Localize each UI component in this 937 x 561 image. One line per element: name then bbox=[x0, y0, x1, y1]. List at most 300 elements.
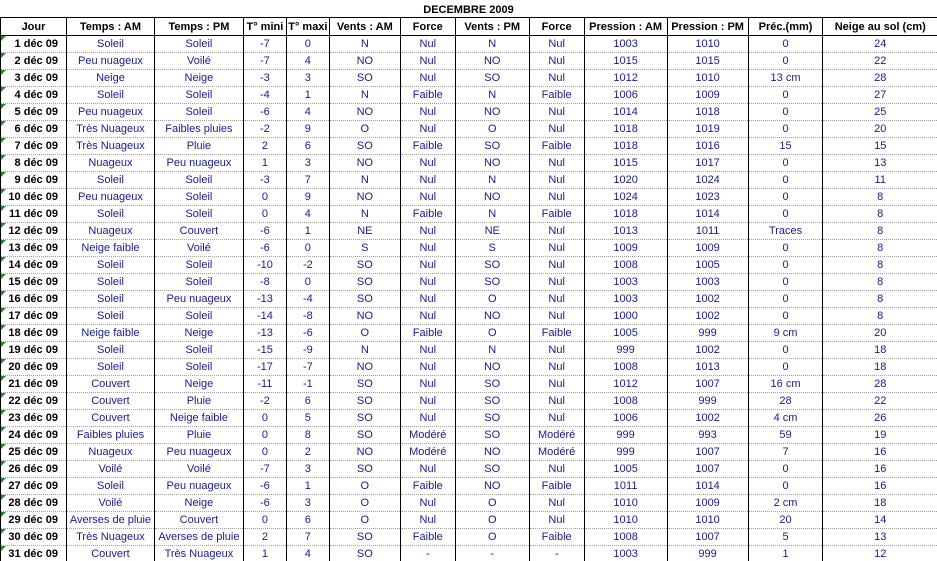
cell-t-maxi[interactable]: 3 bbox=[286, 495, 329, 512]
cell-t-maxi[interactable]: 0 bbox=[286, 240, 329, 257]
cell-t-maxi[interactable]: 2 bbox=[286, 444, 329, 461]
cell-pression-pm[interactable]: 1005 bbox=[667, 257, 748, 274]
cell-pression-pm[interactable]: 999 bbox=[667, 393, 748, 410]
cell-t-mini[interactable]: -17 bbox=[243, 359, 286, 376]
col-header-vents-am[interactable]: Vents : AM bbox=[329, 18, 400, 36]
cell-t-maxi[interactable]: 4 bbox=[286, 206, 329, 223]
cell-force-pm[interactable]: Faible bbox=[529, 529, 584, 546]
cell-force-pm[interactable]: Nul bbox=[529, 376, 584, 393]
cell-force-pm[interactable]: Nul bbox=[529, 342, 584, 359]
cell-pression-am[interactable]: 1008 bbox=[584, 257, 667, 274]
cell-precipitations[interactable]: 0 bbox=[748, 104, 823, 121]
cell-temps-am[interactable]: Couvert bbox=[66, 410, 154, 427]
cell-t-maxi[interactable]: -2 bbox=[286, 257, 329, 274]
cell-vents-am[interactable]: NO bbox=[329, 444, 400, 461]
cell-t-mini[interactable]: 2 bbox=[243, 529, 286, 546]
cell-t-maxi[interactable]: -1 bbox=[286, 376, 329, 393]
cell-neige-au-sol[interactable]: 28 bbox=[823, 70, 937, 87]
cell-temps-pm[interactable]: Faibles pluies bbox=[154, 121, 243, 138]
cell-force-am[interactable]: Faible bbox=[400, 325, 455, 342]
cell-precipitations[interactable]: 0 bbox=[748, 461, 823, 478]
cell-temps-pm[interactable]: Peu nuageux bbox=[154, 291, 243, 308]
cell-t-maxi[interactable]: 6 bbox=[286, 393, 329, 410]
cell-vents-pm[interactable]: SO bbox=[455, 257, 529, 274]
cell-temps-pm[interactable]: Soleil bbox=[154, 359, 243, 376]
cell-pression-am[interactable]: 1008 bbox=[584, 529, 667, 546]
cell-force-pm[interactable]: Nul bbox=[529, 410, 584, 427]
cell-vents-am[interactable]: SO bbox=[329, 546, 400, 561]
cell-force-am[interactable]: Faible bbox=[400, 206, 455, 223]
cell-t-mini[interactable]: 2 bbox=[243, 138, 286, 155]
cell-t-mini[interactable]: -6 bbox=[243, 104, 286, 121]
cell-neige-au-sol[interactable]: 8 bbox=[823, 240, 937, 257]
cell-t-mini[interactable]: -6 bbox=[243, 223, 286, 240]
cell-vents-am[interactable]: NE bbox=[329, 223, 400, 240]
col-header-neige-au-sol[interactable]: Neige au sol (cm) bbox=[823, 18, 937, 36]
cell-precipitations[interactable]: 0 bbox=[748, 478, 823, 495]
cell-temps-pm[interactable]: Soleil bbox=[154, 257, 243, 274]
cell-vents-am[interactable]: O bbox=[329, 478, 400, 495]
cell-force-am[interactable]: - bbox=[400, 546, 455, 561]
cell-pression-pm[interactable]: 1002 bbox=[667, 410, 748, 427]
cell-jour[interactable]: 15 déc 09 bbox=[1, 274, 67, 291]
cell-vents-am[interactable]: SO bbox=[329, 291, 400, 308]
cell-force-am[interactable]: Nul bbox=[400, 121, 455, 138]
cell-t-maxi[interactable]: 1 bbox=[286, 478, 329, 495]
cell-vents-pm[interactable]: SO bbox=[455, 376, 529, 393]
cell-vents-am[interactable]: N bbox=[329, 87, 400, 104]
cell-t-maxi[interactable]: -8 bbox=[286, 308, 329, 325]
cell-force-pm[interactable]: Nul bbox=[529, 53, 584, 70]
cell-force-pm[interactable]: Faible bbox=[529, 138, 584, 155]
cell-jour[interactable]: 20 déc 09 bbox=[1, 359, 67, 376]
cell-force-pm[interactable]: Nul bbox=[529, 512, 584, 529]
cell-jour[interactable]: 14 déc 09 bbox=[1, 257, 67, 274]
cell-precipitations[interactable]: 0 bbox=[748, 36, 823, 53]
cell-temps-pm[interactable]: Voilé bbox=[154, 53, 243, 70]
cell-pression-pm[interactable]: 1024 bbox=[667, 172, 748, 189]
cell-vents-am[interactable]: SO bbox=[329, 529, 400, 546]
cell-force-am[interactable]: Nul bbox=[400, 274, 455, 291]
cell-vents-pm[interactable]: O bbox=[455, 291, 529, 308]
cell-vents-am[interactable]: SO bbox=[329, 427, 400, 444]
cell-pression-am[interactable]: 1003 bbox=[584, 274, 667, 291]
cell-neige-au-sol[interactable]: 18 bbox=[823, 495, 937, 512]
cell-force-pm[interactable]: Faible bbox=[529, 478, 584, 495]
cell-temps-am[interactable]: Soleil bbox=[66, 274, 154, 291]
cell-t-mini[interactable]: -7 bbox=[243, 36, 286, 53]
cell-temps-am[interactable]: Peu nuageux bbox=[66, 189, 154, 206]
cell-temps-am[interactable]: Voilé bbox=[66, 461, 154, 478]
cell-vents-pm[interactable]: S bbox=[455, 240, 529, 257]
cell-vents-am[interactable]: NO bbox=[329, 155, 400, 172]
cell-force-pm[interactable]: Nul bbox=[529, 495, 584, 512]
col-header-t-mini[interactable]: T° mini bbox=[243, 18, 286, 36]
cell-temps-pm[interactable]: Neige bbox=[154, 70, 243, 87]
cell-t-maxi[interactable]: 7 bbox=[286, 172, 329, 189]
cell-jour[interactable]: 23 déc 09 bbox=[1, 410, 67, 427]
cell-precipitations[interactable]: Traces bbox=[748, 223, 823, 240]
cell-vents-pm[interactable]: SO bbox=[455, 427, 529, 444]
cell-vents-pm[interactable]: N bbox=[455, 342, 529, 359]
cell-t-mini[interactable]: -7 bbox=[243, 53, 286, 70]
cell-t-mini[interactable]: 0 bbox=[243, 206, 286, 223]
col-header-jour[interactable]: Jour bbox=[1, 18, 67, 36]
cell-pression-am[interactable]: 1010 bbox=[584, 495, 667, 512]
cell-precipitations[interactable]: 20 bbox=[748, 512, 823, 529]
cell-pression-am[interactable]: 1011 bbox=[584, 478, 667, 495]
cell-jour[interactable]: 5 déc 09 bbox=[1, 104, 67, 121]
cell-t-maxi[interactable]: 4 bbox=[286, 104, 329, 121]
cell-pression-am[interactable]: 999 bbox=[584, 427, 667, 444]
cell-jour[interactable]: 8 déc 09 bbox=[1, 155, 67, 172]
cell-vents-pm[interactable]: O bbox=[455, 495, 529, 512]
cell-precipitations[interactable]: 0 bbox=[748, 308, 823, 325]
cell-pression-am[interactable]: 1003 bbox=[584, 36, 667, 53]
cell-pression-pm[interactable]: 1002 bbox=[667, 308, 748, 325]
cell-force-am[interactable]: Nul bbox=[400, 308, 455, 325]
cell-pression-am[interactable]: 999 bbox=[584, 444, 667, 461]
cell-pression-am[interactable]: 999 bbox=[584, 342, 667, 359]
cell-t-mini[interactable]: 0 bbox=[243, 512, 286, 529]
cell-pression-pm[interactable]: 993 bbox=[667, 427, 748, 444]
col-header-vents-pm[interactable]: Vents : PM bbox=[455, 18, 529, 36]
cell-vents-am[interactable]: O bbox=[329, 121, 400, 138]
cell-temps-pm[interactable]: Couvert bbox=[154, 223, 243, 240]
col-header-pression-am[interactable]: Pression : AM bbox=[584, 18, 667, 36]
cell-vents-am[interactable]: SO bbox=[329, 70, 400, 87]
cell-force-pm[interactable]: Nul bbox=[529, 308, 584, 325]
cell-temps-pm[interactable]: Averses de pluie bbox=[154, 529, 243, 546]
cell-precipitations[interactable]: 16 cm bbox=[748, 376, 823, 393]
cell-t-maxi[interactable]: -7 bbox=[286, 359, 329, 376]
cell-pression-pm[interactable]: 1023 bbox=[667, 189, 748, 206]
cell-t-maxi[interactable]: -4 bbox=[286, 291, 329, 308]
cell-precipitations[interactable]: 59 bbox=[748, 427, 823, 444]
cell-vents-pm[interactable]: NO bbox=[455, 189, 529, 206]
cell-temps-am[interactable]: Neige faible bbox=[66, 240, 154, 257]
cell-pression-am[interactable]: 1018 bbox=[584, 138, 667, 155]
cell-temps-pm[interactable]: Peu nuageux bbox=[154, 444, 243, 461]
cell-precipitations[interactable]: 5 bbox=[748, 529, 823, 546]
cell-t-maxi[interactable]: 1 bbox=[286, 223, 329, 240]
col-header-temps-am[interactable]: Temps : AM bbox=[66, 18, 154, 36]
cell-temps-pm[interactable]: Couvert bbox=[154, 512, 243, 529]
cell-force-am[interactable]: Nul bbox=[400, 376, 455, 393]
cell-temps-am[interactable]: Soleil bbox=[66, 172, 154, 189]
cell-t-maxi[interactable]: 0 bbox=[286, 274, 329, 291]
cell-pression-am[interactable]: 1012 bbox=[584, 70, 667, 87]
cell-pression-am[interactable]: 1013 bbox=[584, 223, 667, 240]
cell-jour[interactable]: 18 déc 09 bbox=[1, 325, 67, 342]
cell-temps-am[interactable]: Soleil bbox=[66, 206, 154, 223]
cell-t-maxi[interactable]: -6 bbox=[286, 325, 329, 342]
cell-pression-pm[interactable]: 1014 bbox=[667, 206, 748, 223]
cell-temps-am[interactable]: Couvert bbox=[66, 393, 154, 410]
cell-t-mini[interactable]: -3 bbox=[243, 70, 286, 87]
cell-temps-pm[interactable]: Neige bbox=[154, 495, 243, 512]
cell-vents-pm[interactable]: N bbox=[455, 206, 529, 223]
cell-force-pm[interactable]: Nul bbox=[529, 155, 584, 172]
cell-temps-am[interactable]: Soleil bbox=[66, 308, 154, 325]
cell-vents-pm[interactable]: O bbox=[455, 325, 529, 342]
cell-neige-au-sol[interactable]: 13 bbox=[823, 155, 937, 172]
cell-neige-au-sol[interactable]: 19 bbox=[823, 427, 937, 444]
cell-t-mini[interactable]: -3 bbox=[243, 172, 286, 189]
cell-pression-am[interactable]: 1018 bbox=[584, 206, 667, 223]
cell-jour[interactable]: 24 déc 09 bbox=[1, 427, 67, 444]
cell-temps-pm[interactable]: Soleil bbox=[154, 308, 243, 325]
cell-pression-pm[interactable]: 1010 bbox=[667, 70, 748, 87]
cell-vents-pm[interactable]: NO bbox=[455, 155, 529, 172]
cell-temps-pm[interactable]: Soleil bbox=[154, 172, 243, 189]
cell-force-am[interactable]: Nul bbox=[400, 393, 455, 410]
cell-force-pm[interactable]: Nul bbox=[529, 189, 584, 206]
cell-pression-pm[interactable]: 1015 bbox=[667, 53, 748, 70]
cell-neige-au-sol[interactable]: 22 bbox=[823, 53, 937, 70]
cell-temps-am[interactable]: Neige bbox=[66, 70, 154, 87]
cell-neige-au-sol[interactable]: 16 bbox=[823, 461, 937, 478]
cell-pression-pm[interactable]: 999 bbox=[667, 325, 748, 342]
cell-t-mini[interactable]: 0 bbox=[243, 410, 286, 427]
cell-t-maxi[interactable]: 3 bbox=[286, 155, 329, 172]
cell-precipitations[interactable]: 0 bbox=[748, 257, 823, 274]
cell-vents-am[interactable]: NO bbox=[329, 104, 400, 121]
cell-force-am[interactable]: Faible bbox=[400, 87, 455, 104]
cell-vents-am[interactable]: SO bbox=[329, 257, 400, 274]
cell-jour[interactable]: 30 déc 09 bbox=[1, 529, 67, 546]
cell-t-mini[interactable]: -10 bbox=[243, 257, 286, 274]
cell-force-am[interactable]: Faible bbox=[400, 529, 455, 546]
cell-neige-au-sol[interactable]: 27 bbox=[823, 87, 937, 104]
cell-precipitations[interactable]: 1 bbox=[748, 546, 823, 561]
cell-temps-am[interactable]: Voilé bbox=[66, 495, 154, 512]
cell-temps-pm[interactable]: Soleil bbox=[154, 206, 243, 223]
cell-precipitations[interactable]: 0 bbox=[748, 155, 823, 172]
cell-neige-au-sol[interactable]: 20 bbox=[823, 325, 937, 342]
cell-neige-au-sol[interactable]: 8 bbox=[823, 274, 937, 291]
cell-precipitations[interactable]: 15 bbox=[748, 138, 823, 155]
cell-vents-pm[interactable]: NO bbox=[455, 53, 529, 70]
cell-force-pm[interactable]: Nul bbox=[529, 257, 584, 274]
cell-temps-am[interactable]: Couvert bbox=[66, 376, 154, 393]
cell-force-pm[interactable]: Nul bbox=[529, 70, 584, 87]
cell-jour[interactable]: 28 déc 09 bbox=[1, 495, 67, 512]
cell-t-mini[interactable]: -13 bbox=[243, 325, 286, 342]
cell-vents-pm[interactable]: O bbox=[455, 529, 529, 546]
cell-pression-am[interactable]: 1005 bbox=[584, 325, 667, 342]
cell-neige-au-sol[interactable]: 8 bbox=[823, 189, 937, 206]
cell-precipitations[interactable]: 0 bbox=[748, 87, 823, 104]
cell-pression-pm[interactable]: 1009 bbox=[667, 240, 748, 257]
cell-neige-au-sol[interactable]: 25 bbox=[823, 104, 937, 121]
cell-temps-am[interactable]: Soleil bbox=[66, 359, 154, 376]
cell-temps-pm[interactable]: Soleil bbox=[154, 189, 243, 206]
cell-t-mini[interactable]: -11 bbox=[243, 376, 286, 393]
cell-temps-am[interactable]: Soleil bbox=[66, 342, 154, 359]
cell-pression-am[interactable]: 1003 bbox=[584, 291, 667, 308]
cell-vents-pm[interactable]: SO bbox=[455, 393, 529, 410]
cell-force-pm[interactable]: Nul bbox=[529, 104, 584, 121]
cell-temps-pm[interactable]: Très Nuageux bbox=[154, 546, 243, 561]
cell-pression-am[interactable]: 1015 bbox=[584, 53, 667, 70]
cell-precipitations[interactable]: 0 bbox=[748, 172, 823, 189]
cell-precipitations[interactable]: 0 bbox=[748, 53, 823, 70]
cell-jour[interactable]: 25 déc 09 bbox=[1, 444, 67, 461]
cell-jour[interactable]: 9 déc 09 bbox=[1, 172, 67, 189]
cell-pression-pm[interactable]: 1018 bbox=[667, 104, 748, 121]
cell-pression-pm[interactable]: 1003 bbox=[667, 274, 748, 291]
cell-pression-pm[interactable]: 1007 bbox=[667, 461, 748, 478]
cell-temps-pm[interactable]: Soleil bbox=[154, 274, 243, 291]
cell-force-pm[interactable]: Faible bbox=[529, 325, 584, 342]
cell-precipitations[interactable]: 9 cm bbox=[748, 325, 823, 342]
cell-vents-pm[interactable]: N bbox=[455, 87, 529, 104]
cell-force-pm[interactable]: Nul bbox=[529, 393, 584, 410]
cell-vents-am[interactable]: N bbox=[329, 206, 400, 223]
cell-temps-am[interactable]: Soleil bbox=[66, 257, 154, 274]
cell-neige-au-sol[interactable]: 28 bbox=[823, 376, 937, 393]
cell-force-am[interactable]: Faible bbox=[400, 138, 455, 155]
cell-temps-am[interactable]: Couvert bbox=[66, 546, 154, 561]
cell-jour[interactable]: 17 déc 09 bbox=[1, 308, 67, 325]
cell-force-am[interactable]: Nul bbox=[400, 512, 455, 529]
cell-pression-am[interactable]: 1010 bbox=[584, 512, 667, 529]
col-header-force-pm[interactable]: Force bbox=[529, 18, 584, 36]
cell-precipitations[interactable]: 0 bbox=[748, 359, 823, 376]
cell-t-maxi[interactable]: 8 bbox=[286, 427, 329, 444]
cell-vents-pm[interactable]: NO bbox=[455, 359, 529, 376]
cell-precipitations[interactable]: 0 bbox=[748, 206, 823, 223]
cell-vents-am[interactable]: NO bbox=[329, 189, 400, 206]
cell-jour[interactable]: 11 déc 09 bbox=[1, 206, 67, 223]
cell-force-am[interactable]: Faible bbox=[400, 478, 455, 495]
cell-t-mini[interactable]: 0 bbox=[243, 444, 286, 461]
cell-force-pm[interactable]: Nul bbox=[529, 36, 584, 53]
cell-pression-am[interactable]: 1005 bbox=[584, 461, 667, 478]
cell-t-maxi[interactable]: 9 bbox=[286, 189, 329, 206]
cell-neige-au-sol[interactable]: 15 bbox=[823, 138, 937, 155]
cell-pression-pm[interactable]: 1009 bbox=[667, 87, 748, 104]
cell-pression-pm[interactable]: 1010 bbox=[667, 512, 748, 529]
cell-temps-pm[interactable]: Pluie bbox=[154, 427, 243, 444]
cell-vents-am[interactable]: NO bbox=[329, 53, 400, 70]
cell-pression-am[interactable]: 1024 bbox=[584, 189, 667, 206]
cell-force-am[interactable]: Nul bbox=[400, 240, 455, 257]
cell-t-mini[interactable]: -15 bbox=[243, 342, 286, 359]
cell-pression-pm[interactable]: 1007 bbox=[667, 376, 748, 393]
cell-vents-am[interactable]: N bbox=[329, 36, 400, 53]
cell-t-maxi[interactable]: 7 bbox=[286, 529, 329, 546]
cell-t-mini[interactable]: -2 bbox=[243, 121, 286, 138]
cell-neige-au-sol[interactable]: 11 bbox=[823, 172, 937, 189]
cell-t-maxi[interactable]: 5 bbox=[286, 410, 329, 427]
cell-t-maxi[interactable]: -9 bbox=[286, 342, 329, 359]
cell-force-pm[interactable]: Nul bbox=[529, 274, 584, 291]
cell-temps-am[interactable]: Peu nuageux bbox=[66, 104, 154, 121]
cell-vents-pm[interactable]: NO bbox=[455, 444, 529, 461]
cell-force-pm[interactable]: Nul bbox=[529, 121, 584, 138]
cell-force-pm[interactable]: Nul bbox=[529, 359, 584, 376]
cell-precipitations[interactable]: 0 bbox=[748, 240, 823, 257]
cell-temps-am[interactable]: Soleil bbox=[66, 36, 154, 53]
cell-jour[interactable]: 12 déc 09 bbox=[1, 223, 67, 240]
cell-vents-pm[interactable]: NO bbox=[455, 478, 529, 495]
cell-vents-am[interactable]: SO bbox=[329, 410, 400, 427]
cell-neige-au-sol[interactable]: 18 bbox=[823, 359, 937, 376]
cell-pression-pm[interactable]: 1019 bbox=[667, 121, 748, 138]
cell-pression-pm[interactable]: 1002 bbox=[667, 342, 748, 359]
cell-pression-pm[interactable]: 1010 bbox=[667, 36, 748, 53]
cell-temps-pm[interactable]: Voilé bbox=[154, 461, 243, 478]
cell-pression-pm[interactable]: 1014 bbox=[667, 478, 748, 495]
cell-pression-am[interactable]: 1006 bbox=[584, 410, 667, 427]
cell-jour[interactable]: 3 déc 09 bbox=[1, 70, 67, 87]
cell-t-maxi[interactable]: 3 bbox=[286, 461, 329, 478]
cell-vents-am[interactable]: NO bbox=[329, 359, 400, 376]
cell-precipitations[interactable]: 0 bbox=[748, 274, 823, 291]
cell-t-mini[interactable]: -6 bbox=[243, 240, 286, 257]
cell-temps-am[interactable]: Soleil bbox=[66, 291, 154, 308]
cell-precipitations[interactable]: 2 cm bbox=[748, 495, 823, 512]
cell-pression-am[interactable]: 1018 bbox=[584, 121, 667, 138]
cell-force-am[interactable]: Nul bbox=[400, 410, 455, 427]
cell-vents-pm[interactable]: N bbox=[455, 36, 529, 53]
cell-neige-au-sol[interactable]: 22 bbox=[823, 393, 937, 410]
cell-neige-au-sol[interactable]: 20 bbox=[823, 121, 937, 138]
col-header-precipitations[interactable]: Préc.(mm) bbox=[748, 18, 823, 36]
cell-force-pm[interactable]: Modéré bbox=[529, 427, 584, 444]
cell-vents-am[interactable]: N bbox=[329, 342, 400, 359]
cell-neige-au-sol[interactable]: 8 bbox=[823, 223, 937, 240]
cell-vents-am[interactable]: N bbox=[329, 172, 400, 189]
cell-neige-au-sol[interactable]: 14 bbox=[823, 512, 937, 529]
cell-temps-am[interactable]: Très Nuageux bbox=[66, 529, 154, 546]
cell-temps-am[interactable]: Peu nuageux bbox=[66, 53, 154, 70]
cell-precipitations[interactable]: 28 bbox=[748, 393, 823, 410]
cell-vents-am[interactable]: O bbox=[329, 512, 400, 529]
cell-neige-au-sol[interactable]: 8 bbox=[823, 206, 937, 223]
col-header-temps-pm[interactable]: Temps : PM bbox=[154, 18, 243, 36]
cell-force-pm[interactable]: Nul bbox=[529, 461, 584, 478]
cell-neige-au-sol[interactable]: 8 bbox=[823, 308, 937, 325]
cell-force-am[interactable]: Nul bbox=[400, 342, 455, 359]
cell-pression-pm[interactable]: 1011 bbox=[667, 223, 748, 240]
cell-precipitations[interactable]: 4 cm bbox=[748, 410, 823, 427]
cell-pression-pm[interactable]: 999 bbox=[667, 546, 748, 561]
cell-t-maxi[interactable]: 6 bbox=[286, 138, 329, 155]
cell-t-mini[interactable]: -13 bbox=[243, 291, 286, 308]
cell-force-pm[interactable]: Nul bbox=[529, 240, 584, 257]
cell-pression-am[interactable]: 1012 bbox=[584, 376, 667, 393]
cell-vents-pm[interactable]: O bbox=[455, 121, 529, 138]
cell-precipitations[interactable]: 0 bbox=[748, 189, 823, 206]
cell-precipitations[interactable]: 0 bbox=[748, 121, 823, 138]
cell-pression-pm[interactable]: 1007 bbox=[667, 444, 748, 461]
cell-pression-am[interactable]: 1014 bbox=[584, 104, 667, 121]
cell-t-maxi[interactable]: 4 bbox=[286, 546, 329, 561]
cell-precipitations[interactable]: 7 bbox=[748, 444, 823, 461]
cell-vents-am[interactable]: O bbox=[329, 495, 400, 512]
cell-jour[interactable]: 16 déc 09 bbox=[1, 291, 67, 308]
cell-t-maxi[interactable]: 0 bbox=[286, 36, 329, 53]
cell-t-mini[interactable]: -8 bbox=[243, 274, 286, 291]
cell-pression-am[interactable]: 1003 bbox=[584, 546, 667, 561]
cell-temps-pm[interactable]: Soleil bbox=[154, 342, 243, 359]
cell-temps-am[interactable]: Neige faible bbox=[66, 325, 154, 342]
cell-vents-am[interactable]: SO bbox=[329, 138, 400, 155]
cell-vents-am[interactable]: SO bbox=[329, 376, 400, 393]
